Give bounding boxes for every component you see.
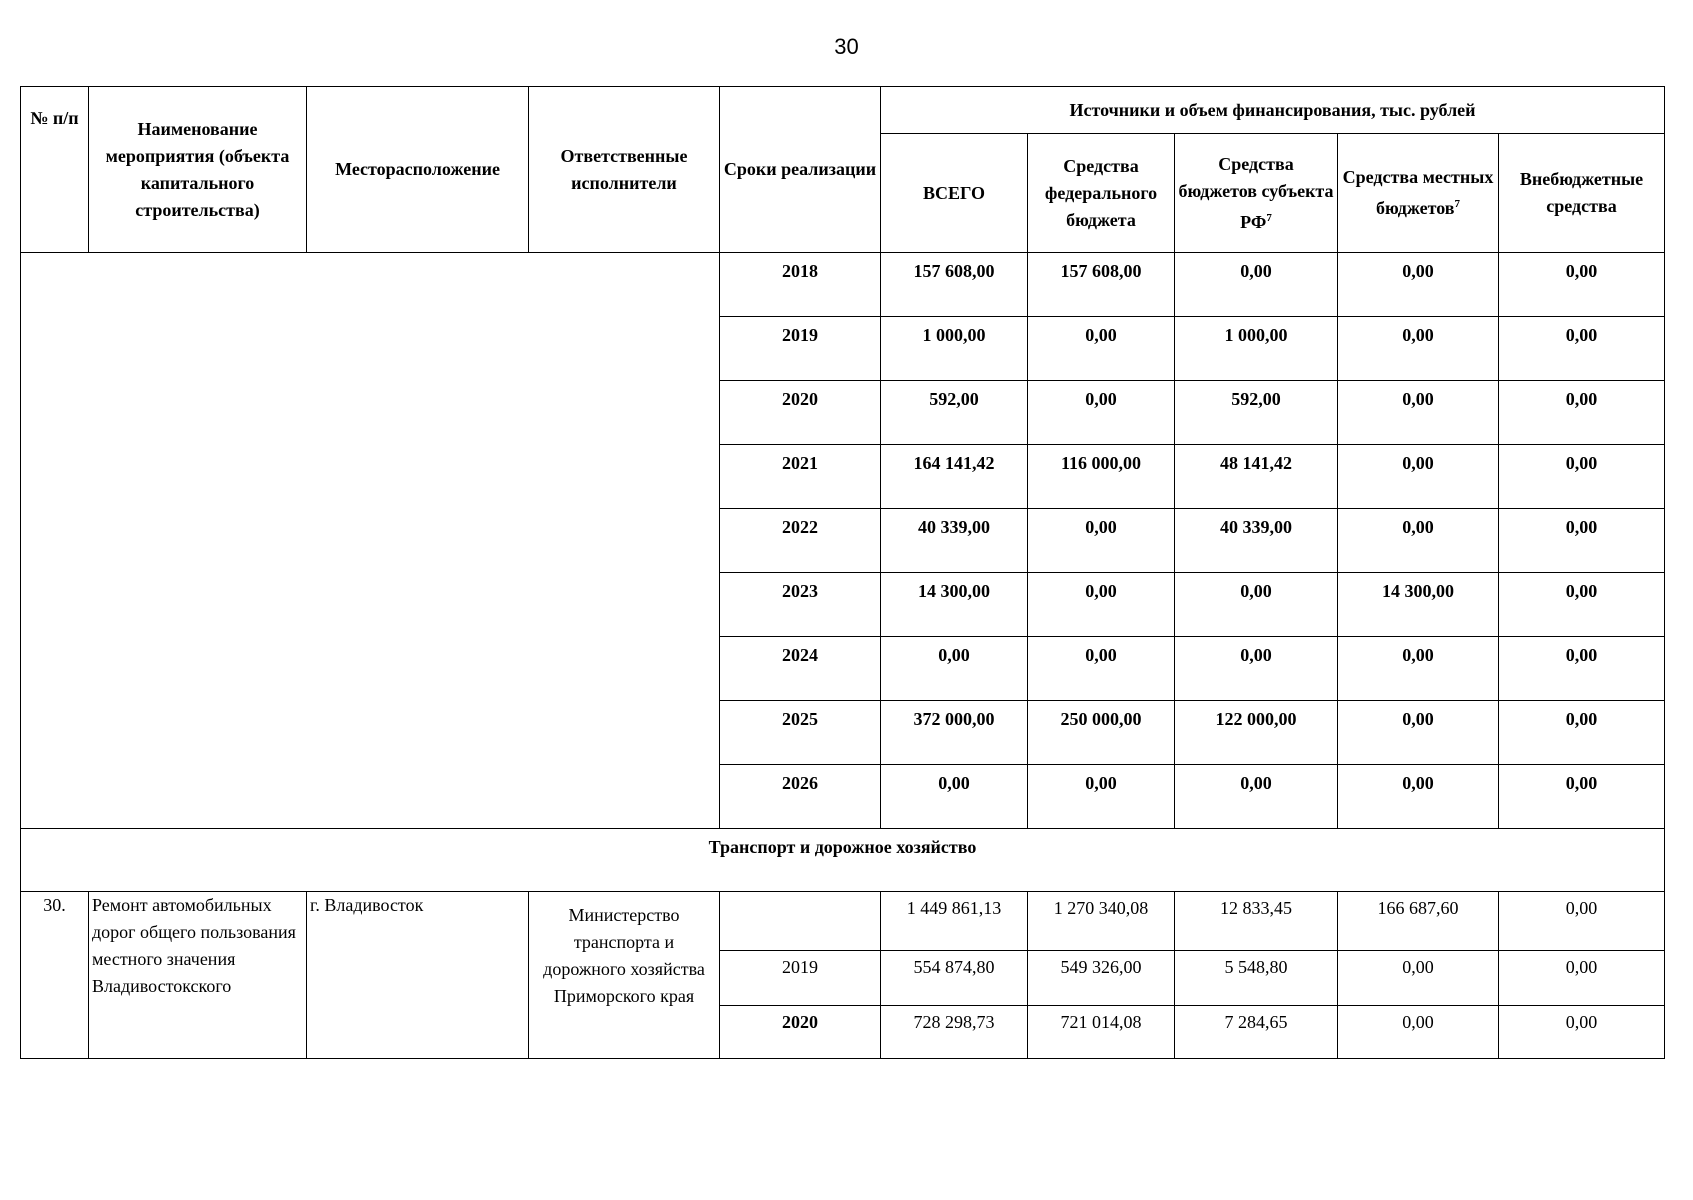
footnote-mark: 7 — [1454, 198, 1460, 210]
cell-federal: 721 014,08 — [1028, 1006, 1175, 1059]
cell-extra: 0,00 — [1499, 892, 1665, 951]
table-header — [21, 87, 1665, 253]
cell-extra: 0,00 — [1499, 509, 1665, 573]
header-name: Наименование мероприятия (объекта капитального строительства) — [89, 87, 307, 253]
cell-year: 2022 — [720, 509, 881, 573]
cell-total: 1 449 861,13 — [881, 892, 1028, 951]
cell-extra: 0,00 — [1499, 701, 1665, 765]
header-federal: Средства федерального бюджета — [1028, 134, 1175, 253]
cell-local: 0,00 — [1338, 951, 1499, 1006]
cell-federal: 0,00 — [1028, 765, 1175, 829]
cell-federal: 250 000,00 — [1028, 701, 1175, 765]
cell-local: 0,00 — [1338, 317, 1499, 381]
cell-total: 728 298,73 — [881, 1006, 1028, 1059]
cell-federal: 0,00 — [1028, 509, 1175, 573]
cell-year: 2023 — [720, 573, 881, 637]
cell-federal: 116 000,00 — [1028, 445, 1175, 509]
cell-local: 0,00 — [1338, 765, 1499, 829]
header-subject — [1175, 134, 1338, 253]
cell-subject: 122 000,00 — [1175, 701, 1338, 765]
section-row — [21, 829, 1665, 892]
cell-total: 0,00 — [881, 765, 1028, 829]
item-name: Ремонт автомобильных дорог общего пользования местного значения Владивостокского — [89, 892, 307, 1059]
cell-local: 14 300,00 — [1338, 573, 1499, 637]
cell-subject: 592,00 — [1175, 381, 1338, 445]
cell-total: 0,00 — [881, 637, 1028, 701]
header-subject-label: Средства бюджетов субъекта РФ — [1178, 153, 1334, 232]
table-body — [21, 253, 1665, 1059]
cell-federal: 0,00 — [1028, 381, 1175, 445]
cell-extra: 0,00 — [1499, 951, 1665, 1006]
cell-subject: 48 141,42 — [1175, 445, 1338, 509]
cell-year — [720, 892, 881, 951]
cell-total: 1 000,00 — [881, 317, 1028, 381]
cell-year: 2020 — [720, 1006, 881, 1059]
header-period: Сроки реализации — [720, 87, 881, 253]
cell-total: 372 000,00 — [881, 701, 1028, 765]
cell-total: 40 339,00 — [881, 509, 1028, 573]
cell-year: 2021 — [720, 445, 881, 509]
cell-year: 2018 — [720, 253, 881, 317]
cell-subject: 1 000,00 — [1175, 317, 1338, 381]
item-num: 30. — [21, 892, 89, 1059]
cell-local: 0,00 — [1338, 253, 1499, 317]
cell-federal: 1 270 340,08 — [1028, 892, 1175, 951]
cell-federal: 0,00 — [1028, 637, 1175, 701]
item-location: г. Владивосток — [307, 892, 529, 1059]
cell-subject: 40 339,00 — [1175, 509, 1338, 573]
header-extra: Внебюджетные средства — [1499, 134, 1665, 253]
header-responsible: Ответственные исполнители — [529, 87, 720, 253]
cell-subject: 5 548,80 — [1175, 951, 1338, 1006]
cell-local: 0,00 — [1338, 509, 1499, 573]
cell-federal: 0,00 — [1028, 573, 1175, 637]
header-total: ВСЕГО — [881, 134, 1028, 253]
page-number: 30 — [834, 34, 859, 59]
cell-year: 2025 — [720, 701, 881, 765]
cell-total: 164 141,42 — [881, 445, 1028, 509]
cell-local: 0,00 — [1338, 1006, 1499, 1059]
cell-local: 0,00 — [1338, 701, 1499, 765]
cell-year: 2026 — [720, 765, 881, 829]
item-responsible: Министерство транспорта и дорожного хозяйства Приморского края — [529, 892, 720, 1059]
cell-subject: 0,00 — [1175, 573, 1338, 637]
header-local-label: Средства местных бюджетов — [1342, 167, 1494, 218]
cell-federal: 0,00 — [1028, 317, 1175, 381]
header-sources: Источники и объем финансирования, тыс. рублей — [881, 87, 1665, 134]
cell-local: 0,00 — [1338, 445, 1499, 509]
financing-table — [20, 86, 1665, 1059]
cell-local: 0,00 — [1338, 637, 1499, 701]
cell-extra: 0,00 — [1499, 573, 1665, 637]
cell-extra: 0,00 — [1499, 381, 1665, 445]
cell-subject: 12 833,45 — [1175, 892, 1338, 951]
cell-subject: 7 284,65 — [1175, 1006, 1338, 1059]
cell-total: 592,00 — [881, 381, 1028, 445]
cell-extra: 0,00 — [1499, 253, 1665, 317]
cell-extra: 0,00 — [1499, 445, 1665, 509]
cell-subject: 0,00 — [1175, 765, 1338, 829]
cell-total: 157 608,00 — [881, 253, 1028, 317]
header-local — [1338, 134, 1499, 253]
cell-year: 2019 — [720, 317, 881, 381]
table-row — [21, 253, 1665, 317]
header-num: № п/п — [21, 87, 89, 253]
cell-federal: 157 608,00 — [1028, 253, 1175, 317]
footnote-mark: 7 — [1266, 211, 1272, 224]
cell-year: 2024 — [720, 637, 881, 701]
cell-federal: 549 326,00 — [1028, 951, 1175, 1006]
cell-year: 2019 — [720, 951, 881, 1006]
cell-subject: 0,00 — [1175, 637, 1338, 701]
cell-subject: 0,00 — [1175, 253, 1338, 317]
cell-total: 14 300,00 — [881, 573, 1028, 637]
section-title: Транспорт и дорожное хозяйство — [21, 829, 1665, 892]
cell-extra: 0,00 — [1499, 1006, 1665, 1059]
table-row — [21, 892, 1665, 951]
cell-year: 2020 — [720, 381, 881, 445]
cell-extra: 0,00 — [1499, 765, 1665, 829]
cell-local: 166 687,60 — [1338, 892, 1499, 951]
header-location: Месторасположение — [307, 87, 529, 253]
cell-extra: 0,00 — [1499, 637, 1665, 701]
merged-blank-cell — [21, 253, 720, 829]
cell-total: 554 874,80 — [881, 951, 1028, 1006]
cell-local: 0,00 — [1338, 381, 1499, 445]
cell-extra: 0,00 — [1499, 317, 1665, 381]
